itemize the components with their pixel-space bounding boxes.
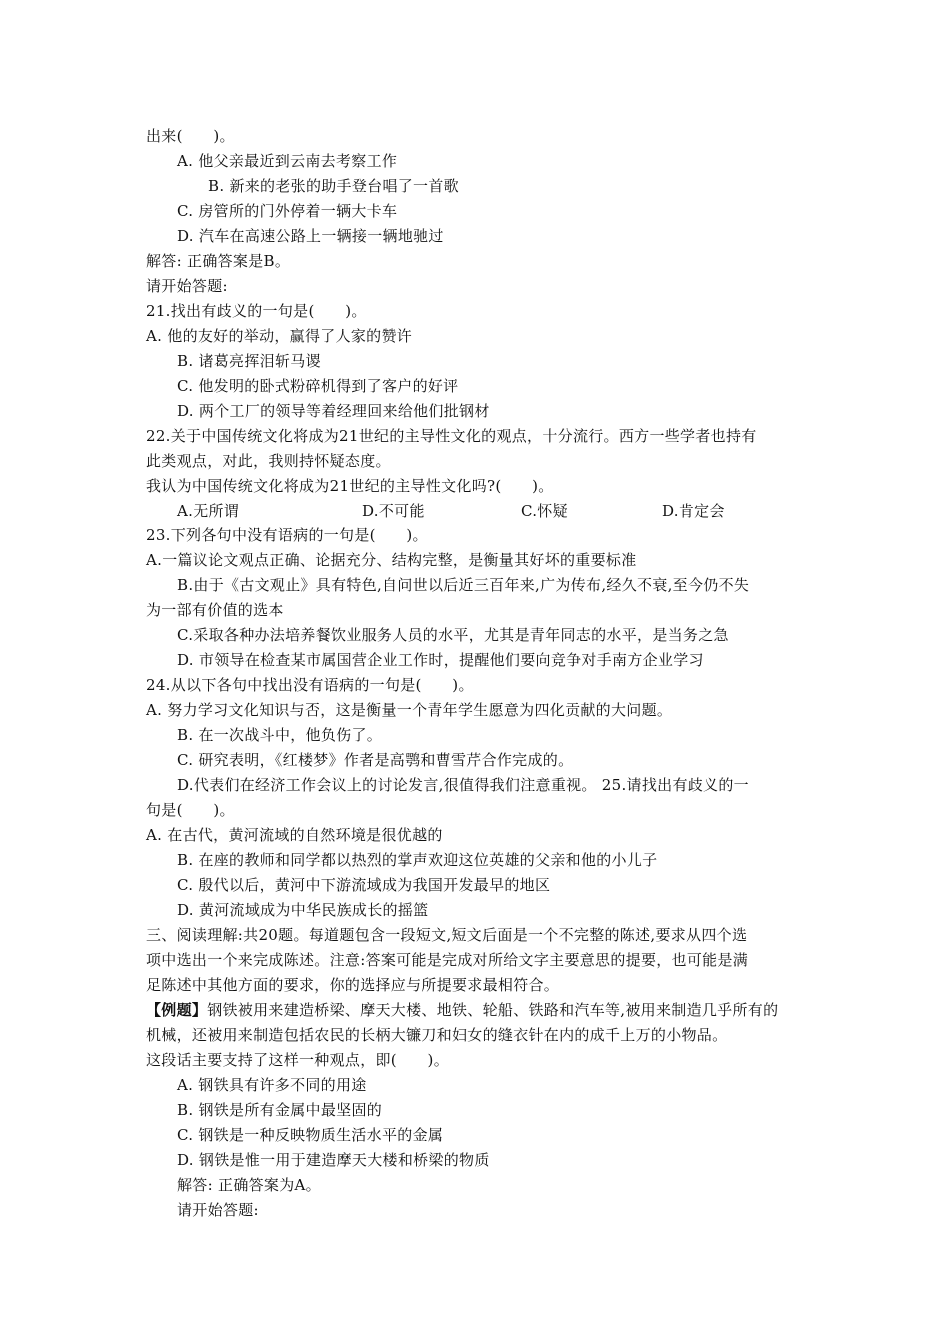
option-line: C. 研究表明，《红楼梦》作者是高鹗和曹雪芹合作完成的。: [177, 751, 574, 769]
example-paragraph: [146, 999, 778, 1021]
instruction-line: 请开始答题:: [177, 1201, 259, 1219]
answer-line: 解答: 正确答案是B。: [146, 252, 291, 270]
option-line: B. 钢铁是所有金属中最坚固的: [177, 1101, 383, 1119]
text-line: 句是( )。: [146, 801, 235, 819]
option-line: D. 黄河流域成为中华民族成长的摇篮: [177, 901, 429, 919]
question-22: 22.关于中国传统文化将成为21世纪的主导性文化的观点，十分流行。西方一些学者也持有: [146, 427, 757, 445]
text-line: 出来( )。: [146, 127, 235, 145]
option-line: B. 新来的老张的助手登台唱了一首歌: [208, 177, 459, 195]
option-line: C. 房管所的门外停着一辆大卡车: [177, 202, 398, 220]
text-line: 机械，还被用来制造包括农民的长柄大镰刀和妇女的缝衣针在内的成千上万的小物品。: [146, 1026, 728, 1044]
text-line: 此类观点，对此，我则持怀疑态度。: [146, 452, 391, 470]
option-line: D. 钢铁是惟一用于建造摩天大楼和桥梁的物质: [177, 1151, 490, 1169]
q22-option-c: C.怀疑: [521, 502, 568, 520]
option-line: A. 他的友好的举动，赢得了人家的赞许: [146, 327, 413, 345]
option-line: C.采取各种办法培养餐饮业服务人员的水平，尤其是青年同志的水平，是当务之急: [177, 626, 729, 644]
text-line: 这段话主要支持了这样一种观点，即( )。: [146, 1051, 450, 1069]
option-line: D. 汽车在高速公路上一辆接一辆地驰过: [177, 227, 444, 245]
example-text: 钢铁被用来建造桥梁、摩天大楼、地铁、轮船、铁路和汽车等,被用来制造几乎所有的: [207, 1001, 779, 1019]
example-label: 【例题】: [146, 1001, 208, 1019]
section-heading: 三、阅读理解:共20题。每道题包含一段短文,短文后面是一个不完整的陈述,要求从四个选: [146, 926, 748, 944]
option-line: B. 在座的教师和同学都以热烈的掌声欢迎这位英雄的父亲和他的小儿子: [177, 851, 658, 869]
option-line: C. 钢铁是一种反映物质生活水平的金属: [177, 1126, 444, 1144]
text-line: 为一部有价值的选本: [146, 601, 284, 619]
option-line: A.一篇议论文观点正确、论据充分、结构完整，是衡量其好坏的重要标准: [146, 551, 637, 569]
text-line: 我认为中国传统文化将成为21世纪的主导性文化吗?( )。: [146, 477, 554, 495]
option-line: B.由于《古文观止》具有特色,自问世以后近三百年来,广为传布,经久不衰,至今仍不失: [177, 576, 750, 594]
option-line: C. 他发明的卧式粉碎机得到了客户的好评: [177, 377, 459, 395]
instruction-line: 请开始答题:: [146, 277, 228, 295]
question-21: 21.找出有歧义的一句是( )。: [146, 302, 367, 320]
option-line: D. 市领导在检查某市属国营企业工作时，提醒他们要向竞争对手南方企业学习: [177, 651, 704, 669]
option-line: A. 他父亲最近到云南去考察工作: [177, 152, 398, 170]
option-line: C. 殷代以后，黄河中下游流域成为我国开发最早的地区: [177, 876, 551, 894]
option-line: B. 诸葛亮挥泪斩马谡: [177, 352, 321, 370]
text-line: 项中选出一个来完成陈述。注意:答案可能是完成对所给文字主要意思的提要，也可能是满: [146, 951, 749, 969]
option-line: B. 在一次战斗中，他负伤了。: [177, 726, 383, 744]
question-23: 23.下列各句中没有语病的一句是( )。: [146, 526, 428, 544]
option-line: D. 两个工厂的领导等着经理回来给他们批钢材: [177, 402, 490, 420]
option-line: A. 在古代，黄河流域的自然环境是很优越的: [146, 826, 443, 844]
text-line: 足陈述中其他方面的要求，你的选择应与所提要求最相符合。: [146, 976, 560, 994]
question-24: 24.从以下各句中找出没有语病的一句是( )。: [146, 676, 474, 694]
option-line: A. 努力学习文化知识与否，这是衡量一个青年学生愿意为四化贡献的大问题。: [146, 701, 673, 719]
option-line: D.代表们在经济工作会议上的讨论发言,很值得我们注意重视。 25.请找出有歧义的一: [177, 776, 749, 794]
q22-option-b: D.不可能: [362, 502, 425, 520]
q22-option-d: D.肯定会: [662, 502, 725, 520]
option-line: A. 钢铁具有许多不同的用途: [177, 1076, 367, 1094]
q22-option-a: A.无所谓: [177, 502, 240, 520]
answer-line: 解答: 正确答案为A。: [177, 1176, 321, 1194]
